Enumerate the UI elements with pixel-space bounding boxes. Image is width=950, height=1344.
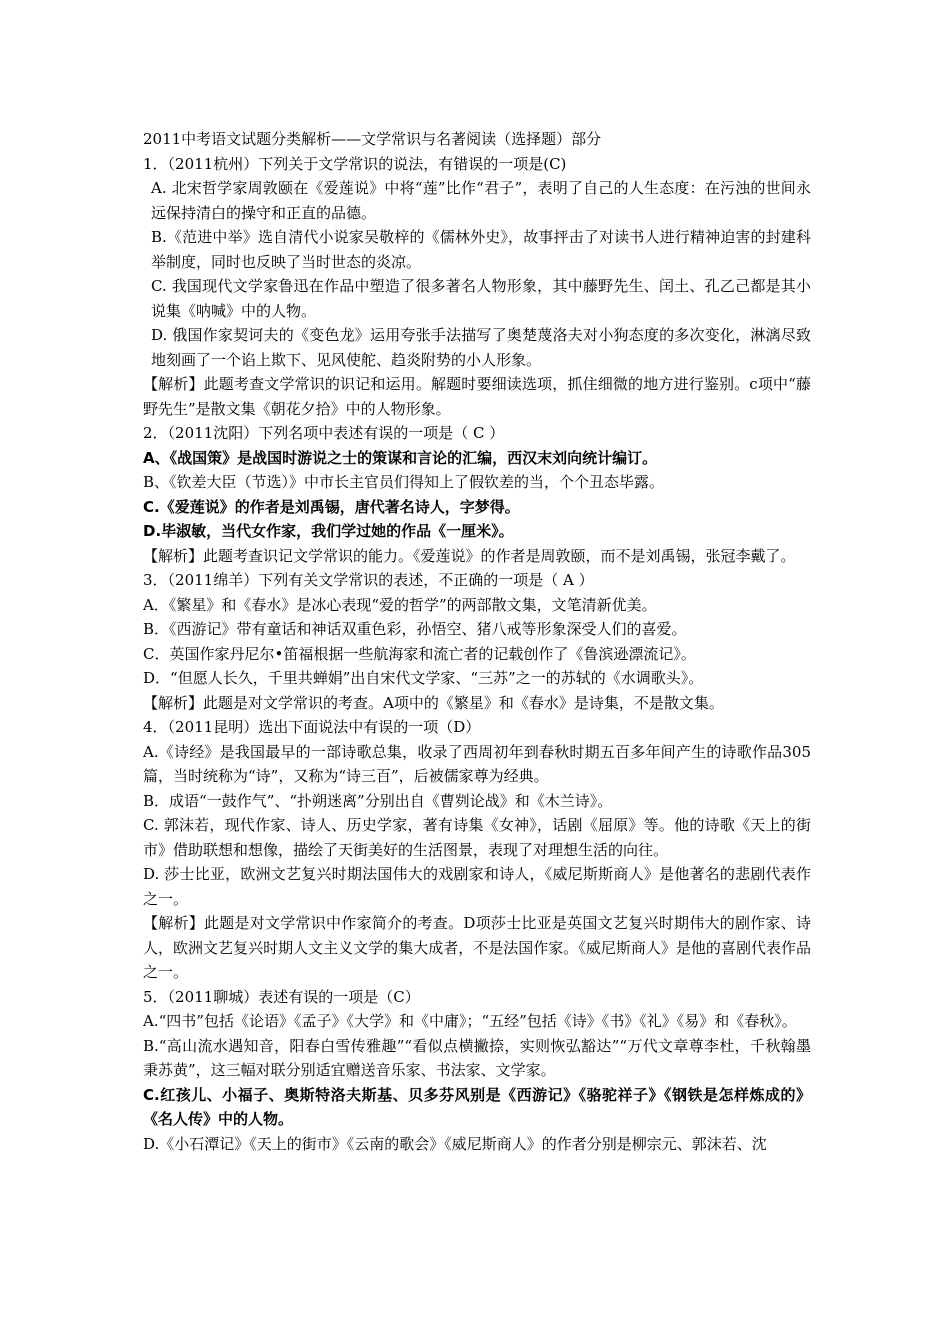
question-1-option-b: B.《范进中举》选自清代小说家吴敬梓的《儒林外史》，故事抨击了对读书人进行精神迫害的封建科举制度，同时也反映了当时世态的炎凉。 <box>151 228 811 271</box>
question-5-option-c: C.红孩儿、小福子、奥斯特洛夫斯基、贝多芬风别是《西游记》《骆驼祥子》《钢铁是怎样炼成的》《名人传》中的人物。 <box>143 1085 811 1128</box>
question-1-option-c: C. 我国现代文学家鲁迅在作品中塑造了很多著名人物形象，其中藤野先生、闰土、孔乙己都是其小说集《呐喊》中的人物。 <box>151 277 811 320</box>
question-3-analysis: 【解析】此题是对文学常识的考查。A项中的《繁星》和《春水》是诗集，不是散文集。 <box>143 693 724 712</box>
question-3-option-b: B．《西游记》带有童话和神话双重色彩，孙悟空、猪八戒等形象深受人们的喜爱。 <box>143 620 687 638</box>
question-3-option-d: D．“但愿人长久，千里共蝉娟”出自宋代文学家、“三苏”之一的苏轼的《水调歌头》。 <box>143 669 704 687</box>
question-4-stem: 4．（2011昆明）选出下面说法中有误的一项（D） <box>143 718 481 736</box>
question-1-option-d: D. 俄国作家契诃夫的《变色龙》运用夸张手法描写了奥楚蔑洛夫对小狗态度的多次变化，淋漓尽致地刻画了一个谄上欺下、见风使舵、趋炎附势的小人形象。 <box>151 326 811 369</box>
document-title: 2011中考语文试题分类解析——文学常识与名著阅读（选择题）部分 <box>143 130 602 148</box>
question-4-analysis: 【解析】此题是对文学常识中作家简介的考查。D项莎士比亚是英国文艺复兴时期伟大的剧作家、诗人，欧洲文艺复兴时期人文主义文学的集大成者，不是法国作家。《威尼斯商人》是他的喜剧代表作品之一。 <box>143 914 811 981</box>
question-2-analysis: 【解析】此题考查识记文学常识的能力。《爱莲说》的作者是周敦颐，而不是刘禹锡，张冠李戴了。 <box>143 546 796 565</box>
question-5-option-b: B.“高山流水遇知音，阳春白雪传雅趣”“看似点横撇捺，实则恢弘豁达”“万代文章尊李杜，千秋翰墨秉苏黄”，这三幅对联分别适宜赠送音乐家、书法家、文学家。 <box>143 1036 811 1079</box>
question-4-option-c: C. 郭沫若，现代作家、诗人、历史学家，著有诗集《女神》，话剧《屈原》等。他的诗歌《天上的街市》借助联想和想像，描绘了天街美好的生活图景，表现了对理想生活的向往。 <box>143 816 811 859</box>
question-1-option-a: A. 北宋哲学家周敦颐在《爱莲说》中将“莲”比作“君子”，表明了自己的人生态度：在污浊的世间永远保持清白的操守和正直的品德。 <box>151 179 811 222</box>
question-2-option-b: B、《钦差大臣（节选）》中市长主官员们得知上了假钦差的当，个个丑态毕露。 <box>143 473 665 491</box>
question-5-option-d: D.《小石潭记》《天上的街市》《云南的歌会》《威尼斯商人》的作者分别是柳宗元、郭沫若、沈 <box>143 1134 767 1153</box>
document-body <box>143 127 811 1156</box>
question-5-option-a: A.“四书”包括《论语》《孟子》《大学》和《中庸》；“五经”包括《诗》《书》《礼》《易》和《春秋》。 <box>143 1012 797 1030</box>
question-3-stem: 3．（2011绵羊）下列有关文学常识的表述，不正确的一项是（ A ） <box>143 571 594 589</box>
question-5-stem: 5．（2011聊城）表述有误的一项是（C） <box>143 987 420 1006</box>
question-3-option-c: C．英国作家丹尼尔•笛福根据一些航海家和流亡者的记载创作了《鲁滨逊漂流记》。 <box>143 644 696 663</box>
question-2-stem: 2．（2011沈阳）下列名项中表述有误的一项是（ C ） <box>143 424 505 442</box>
question-4-option-a: A.《诗经》是我国最早的一部诗歌总集，收录了西周初年到春秋时期五百多年间产生的诗歌作品305篇，当时统称为“诗”，又称为“诗三百”，后被儒家尊为经典。 <box>143 742 811 785</box>
question-2-option-d: D.毕淑敏，当代女作家，我们学过她的作品《一厘米》。 <box>143 522 514 540</box>
question-3-option-a: A．《繁星》和《春水》是冰心表现“爱的哲学”的两部散文集，文笔清新优美。 <box>143 595 657 614</box>
question-1-stem: 1．（2011杭州）下列关于文学常识的说法，有错误的一项是(C) <box>143 154 567 173</box>
question-2-option-a: A、《战国策》是战国时游说之士的策谋和言论的汇编，西汉末刘向统计编订。 <box>143 448 658 467</box>
question-2-option-c: C.《爱莲说》的作者是刘禹锡，唐代著名诗人，字梦得。 <box>143 497 520 516</box>
question-4-option-b: B．成语“一鼓作气”、“扑朔迷离”分别出自《曹刿论战》和《木兰诗》。 <box>143 791 613 810</box>
question-1-analysis: 【解析】此题考查文学常识的识记和运用。解题时要细读选项，抓住细微的地方进行鉴别。c项中“藤野先生”是散文集《朝花夕拾》中的人物形象。 <box>143 375 811 418</box>
question-4-option-d: D. 莎士比亚，欧洲文艺复兴时期法国伟大的戏剧家和诗人，《威尼斯斯商人》是他著名的悲剧代表作之一。 <box>143 865 811 908</box>
